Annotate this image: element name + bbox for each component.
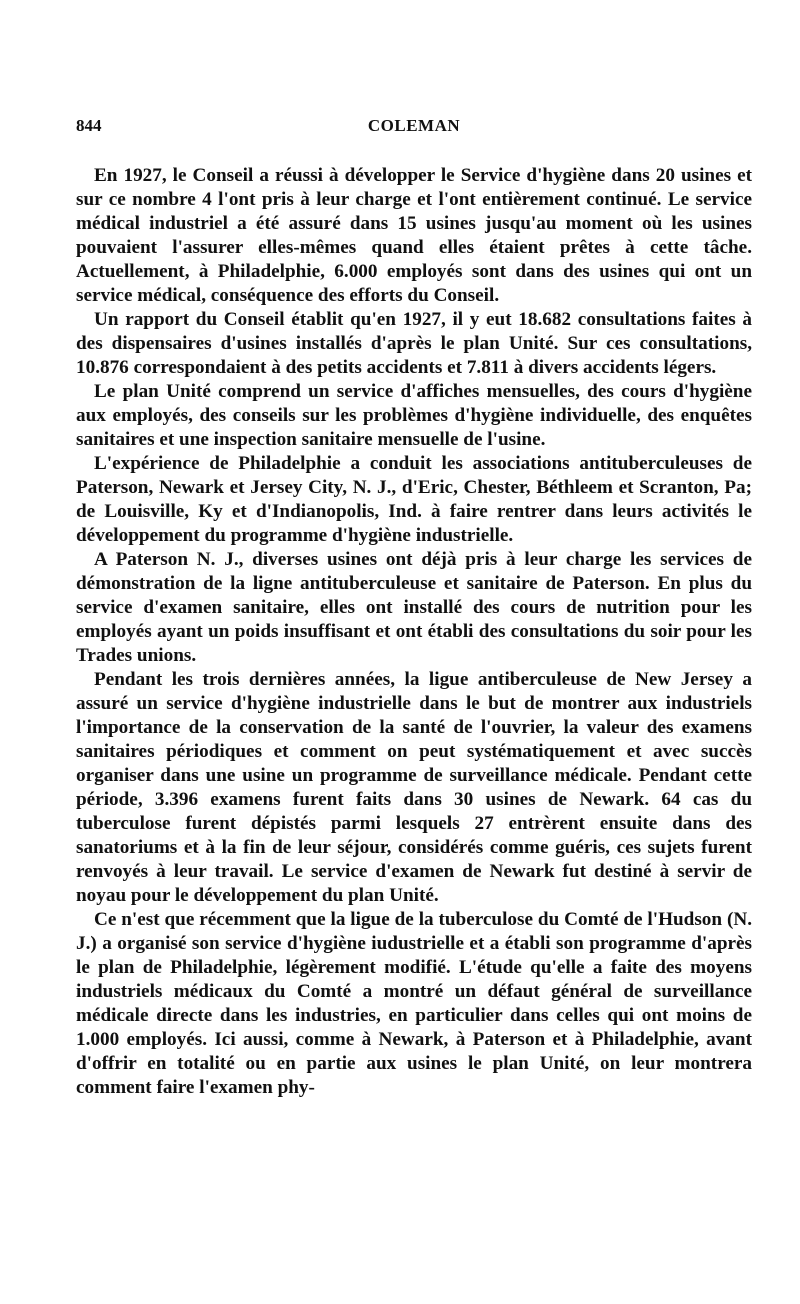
page-header: [76, 116, 752, 146]
paragraph: En 1927, le Conseil a réussi à développer le Service d'hygiène dans 20 usines et sur ce nombre 4 l'ont pris à leur charge et l'ont entièrement continué. Le service médical industriel a été assuré dans 15 usines jusqu'au moment où les usines pouvaient l'assurer elles-mêmes quand elles étaient prêtes à cette tâche. Actuellement, à Philadelphie, 6.000 employés sont dans des usines qui ont un service médical, conséquence des efforts du Conseil.: [76, 165, 752, 306]
paragraph: Ce n'est que récemment que la ligue de la tuberculose du Comté de l'Hudson (N. J.) a organisé son service d'hygiène iudustrielle et a établi son programme d'après le plan de Philadelphie, légèrement modifié. L'étude qu'elle a faite des moyens industriels médicaux du Comté a montré un défaut général de surveillance médicale directe dans les industries, en particulier dans celles qui ont moins de 1.000 employés. Ici aussi, comme à Newark, à Paterson et à Philadelphie, avant d'offrir en totalité ou en partie aux usines le plan Unité, on leur montrera comment faire l'examen phy-: [76, 909, 752, 1098]
body-text: [76, 164, 752, 1100]
paragraph: Pendant les trois dernières années, la ligue antiberculeuse de New Jersey a assuré un service d'hygiène industrielle dans le but de montrer aux industriels l'importance de la conservation de la santé de l'ouvrier, la valeur des examens sanitaires périodiques et comment on peut systématiquement et avec succès organiser dans une usine un programme de surveillance médicale. Pendant cette période, 3.396 examens furent faits dans 30 usines de Newark. 64 cas du tuberculose furent dépistés parmi lesquels 27 entrèrent ensuite dans des sanatoriums et à la fin de leur séjour, considérés comme guéris, ces sujets furent renvoyés à leur travail. Le service d'examen de Newark fut destiné à servir de noyau pour le développement du plan Unité.: [76, 669, 752, 906]
running-title: COLEMAN: [367, 116, 461, 135]
paragraph: A Paterson N. J., diverses usines ont déjà pris à leur charge les services de démonstration de la ligne antituberculeuse et sanitaire de Paterson. En plus du service d'examen sanitaire, elles ont installé des cours de nutrition pour les employés ayant un poids insuffisant et ont établi des consultations du soir pour les Trades unions.: [76, 549, 752, 666]
page-number: 844: [76, 116, 102, 135]
paragraph: L'expérience de Philadelphie a conduit les associations antituberculeuses de Paterson, Newark et Jersey City, N. J., d'Eric, Chester, Béthleem et Scranton, Pa; de Louisville, Ky et d'Indianopolis, Ind. à faire rentrer dans leurs activités le développement du programme d'hygiène industrielle.: [76, 453, 752, 546]
paragraph: Un rapport du Conseil établit qu'en 1927, il y eut 18.682 consultations faites à des dispensaires d'usines installés d'après le plan Unité. Sur ces consultations, 10.876 correspondaient à des petits accidents et 7.811 à divers accidents légers.: [76, 309, 752, 378]
paragraph: Le plan Unité comprend un service d'affiches mensuelles, des cours d'hygiène aux employés, des conseils sur les problèmes d'hygiène individuelle, des enquêtes sanitaires et une inspection sanitaire mensuelle de l'usine.: [76, 381, 752, 450]
